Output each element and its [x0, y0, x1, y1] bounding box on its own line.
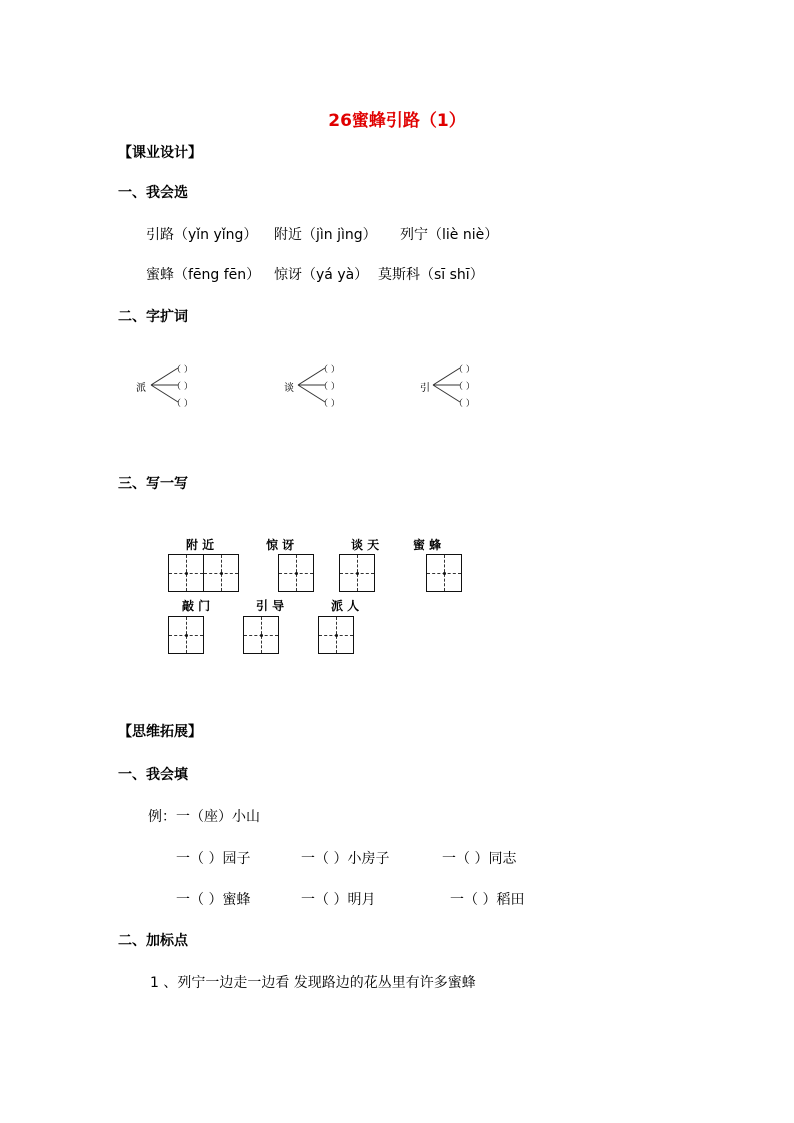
blank-paren[interactable]: （ ）: [319, 365, 340, 375]
question-title-fill: 一、我会填: [118, 767, 188, 783]
question-title-punctuation: 二、加标点: [118, 933, 188, 949]
choice-item: 列宁（liè niè）: [400, 227, 499, 243]
choice-item: 蜜蜂（fēng fēn）: [146, 267, 261, 283]
write-word-label: 派 人: [331, 599, 360, 613]
write-word-label: 敲 门: [182, 599, 211, 613]
choice-item: 引路（yǐn yǐng）: [146, 227, 258, 243]
write-word-label: 蜜 蜂: [413, 538, 442, 552]
writing-grid-box[interactable]: [318, 616, 354, 654]
question-title-choose: 一、我会选: [118, 185, 188, 201]
blank-paren[interactable]: （ ）: [454, 399, 475, 409]
blank-paren[interactable]: （ ）: [454, 365, 475, 375]
writing-grid-box[interactable]: [168, 554, 204, 592]
expand-char: 谈: [284, 383, 294, 394]
question-title-expand-words: 二、字扩词: [118, 309, 188, 325]
writing-grid-box[interactable]: [243, 616, 279, 654]
punctuation-item: 1 、列宁一边走一边看 发现路边的花丛里有许多蜜蜂: [150, 975, 476, 991]
blank-paren[interactable]: （ ）: [319, 399, 340, 409]
write-word-label: 引 导: [256, 599, 285, 613]
fill-item: 一（ ）小房子: [301, 851, 390, 867]
writing-grid-box[interactable]: [278, 554, 314, 592]
blank-paren[interactable]: （ ）: [454, 382, 475, 392]
question-title-write: 三、写一写: [118, 476, 188, 492]
blank-paren[interactable]: （ ）: [172, 365, 193, 375]
writing-grid-box[interactable]: [203, 554, 239, 592]
write-word-label: 附 近: [186, 538, 215, 552]
writing-grid-box[interactable]: [168, 616, 204, 654]
page-title: 26蜜蜂引路（1）: [328, 111, 466, 131]
fill-item: 一（ ）明月: [301, 892, 376, 908]
fill-item: 一（ ）园子: [176, 851, 251, 867]
write-word-label: 惊 讶: [266, 538, 295, 552]
fill-item: 一（ ）蜜蜂: [176, 892, 251, 908]
section-header-course-design: 【课业设计】: [118, 145, 202, 161]
fill-item: 一（ ）同志: [442, 851, 517, 867]
expand-char: 引: [420, 383, 430, 394]
write-word-label: 谈 天: [351, 538, 380, 552]
choice-item: 附近（jìn jìng）: [274, 227, 377, 243]
blank-paren[interactable]: （ ）: [172, 382, 193, 392]
expand-char: 派: [136, 383, 146, 394]
choice-item: 莫斯科（sī shī）: [378, 267, 484, 283]
writing-grid-box[interactable]: [426, 554, 462, 592]
fill-example: 例：一（座）小山: [148, 809, 260, 825]
choice-item: 惊讶（yá yà）: [274, 267, 369, 283]
blank-paren[interactable]: （ ）: [172, 399, 193, 409]
fill-item: 一（ ）稻田: [450, 892, 525, 908]
blank-paren[interactable]: （ ）: [319, 382, 340, 392]
writing-grid-box[interactable]: [339, 554, 375, 592]
section-header-thinking-expansion: 【思维拓展】: [118, 724, 202, 740]
